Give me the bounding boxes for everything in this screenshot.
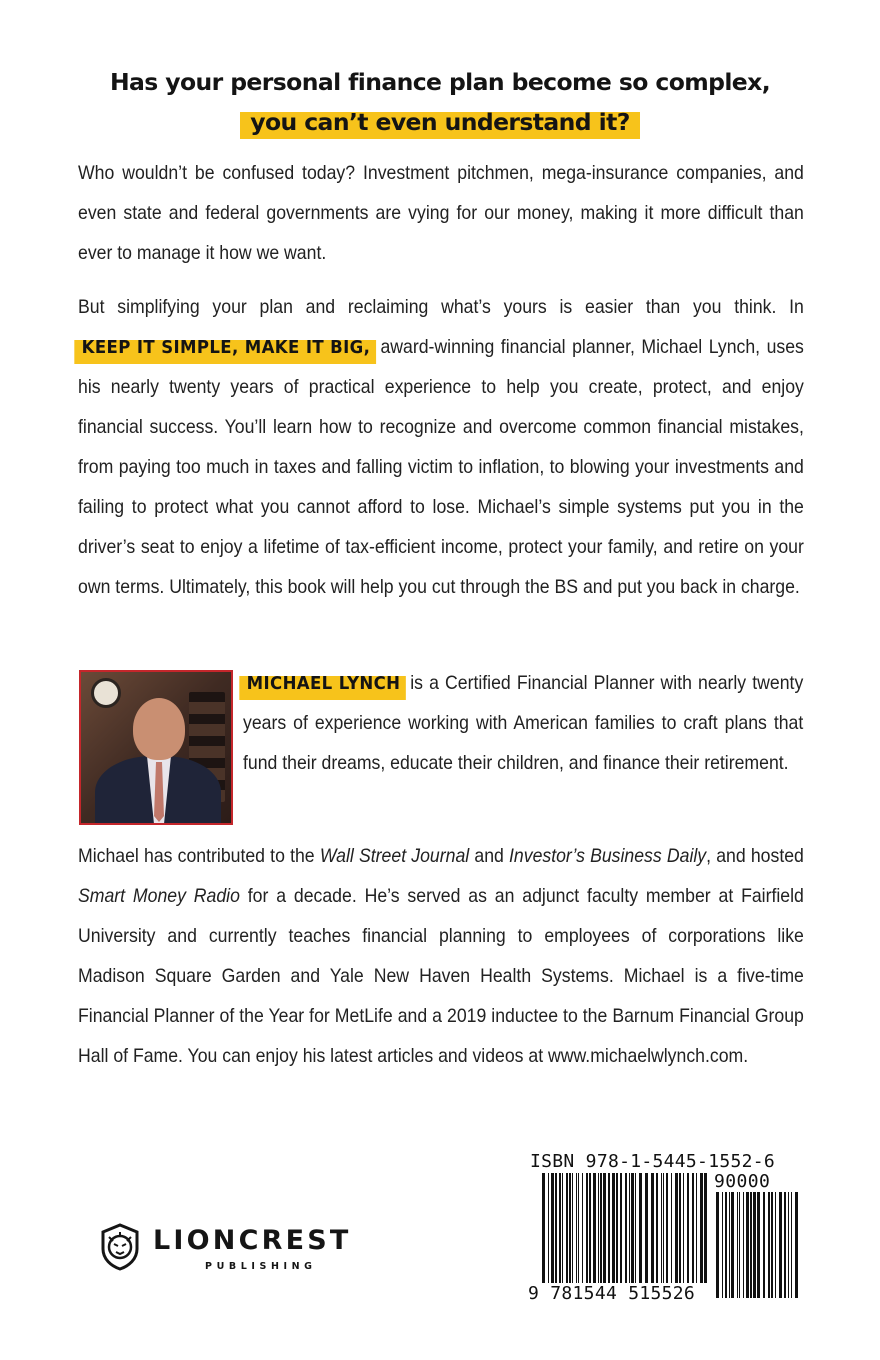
barcode-bar [683,1173,684,1283]
barcode-bar [753,1192,756,1298]
barcode-bar [645,1173,648,1283]
barcode-bar [578,1173,579,1283]
barcode-bar [542,1173,545,1283]
barcode-bar [603,1173,606,1283]
barcode-bar [548,1173,549,1283]
barcode-bar [716,1192,719,1298]
credentials-text-4: for a decade. He’s served as an adjunct faculty member at Fairfield University and currently teaches financial planning to employees of corporations like Madison Square Garden and Yale New Haven Health Systems. Michael is a five-time Financial Planner of the Year for MetLife and a 2019 inductee to the Barnum Financial Group Hall of Fame. You can enjoy his latest articles and videos at www.michaelwlynch.com. [78,886,804,1067]
barcode-bar [737,1192,738,1298]
barcode-bar [569,1173,571,1283]
barcode-bar [656,1173,658,1283]
isbn-barcode [540,1173,710,1291]
barcode-bar [671,1173,672,1283]
isbn-label: ISBN 978-1-5445-1552-6 [530,1151,776,1172]
barcode-bar [661,1173,662,1283]
barcode-bar [612,1173,615,1283]
barcode-bar [775,1192,776,1298]
book-paragraph [78,288,804,608]
barcode-bar [586,1173,588,1283]
book-title: KEEP IT SIMPLE, MAKE IT BIG, [81,337,371,358]
headline-line-1: Has your personal finance plan become so complex, [109,68,771,96]
radio-show: Smart Money Radio [78,886,240,907]
barcode-bar [722,1192,723,1298]
barcode-bar [663,1173,664,1283]
barcode-bar [598,1173,599,1283]
barcode-bar [763,1192,765,1298]
barcode-bar [555,1173,557,1283]
credentials-text-3: , and hosted [706,846,804,867]
bio-text: is a Certified Financial Planner with nearly twenty years of experience working with American families to craft plans that fund their dreams, educate their children, and finance their retirement. [243,673,804,774]
barcode-bar [692,1173,694,1283]
barcode-bar [593,1173,596,1283]
barcode-bar [639,1173,642,1283]
barcode-bar [566,1173,568,1283]
barcode-bar [616,1173,618,1283]
barcode-bar [620,1173,622,1283]
barcode-bar [589,1173,591,1283]
barcode-bar [551,1173,554,1283]
bio-paragraph [243,664,803,784]
barcode-bar [696,1173,697,1283]
headline-line-2 [240,102,639,142]
barcode-bar [700,1173,703,1283]
intro-text: Who wouldn’t be confused today? Investment pitchmen, mega-insurance companies, and even state and federal governments are vying for our money, making it more difficult than ever to manage it how we want. [78,163,804,264]
book-title-highlight [78,328,374,368]
barcode-bar [572,1173,573,1283]
barcode-digits: 9 781544 515526 [528,1283,696,1304]
author-head [133,698,185,760]
barcode-bar [729,1192,730,1298]
credentials-paragraph [78,837,804,1077]
barcode-bar [746,1192,749,1298]
author-name-highlight [243,664,404,704]
book-description-text: award-winning financial planner, Michael Lynch, uses his nearly twenty years of practical experience to help you create, protect, and enjoy financial success. You’ll learn how to recognize and overcome common financial mistakes, from paying too much in taxes and falling victim to inflation, to blowing your investments and failing to protect what you cannot afford to lose. Michael’s simple systems put you in the driver’s seat to enjoy a lifetime of tax-efficient income, protect your family, and retire on your own terms. Ultimately, this book will help you cut through the BS and put you back in charge. [78,337,804,598]
barcode-bar [576,1173,577,1283]
barcode-bar [771,1192,773,1298]
barcode-bar [625,1173,627,1283]
barcode-bar [629,1173,630,1283]
barcode-bar [666,1173,668,1283]
barcode-bar [562,1173,563,1283]
barcode-bar [687,1173,689,1283]
barcode-bar [784,1192,786,1298]
author-photo [79,670,233,825]
publication-wsj: Wall Street Journal [319,846,470,867]
price-barcode [714,1192,800,1298]
barcode-bar [631,1173,634,1283]
headline [0,62,880,142]
barcode-bar [768,1192,770,1298]
credentials-text-2: and [474,846,504,867]
credentials-text-1: Michael has contributed to the [78,846,315,867]
publication-ibd: Investor’s Business Daily [509,846,707,867]
book-lead-text: But simplifying your plan and reclaiming what’s yours is easier than you think. In [78,297,804,318]
barcode-bar [608,1173,610,1283]
barcode-bar [795,1192,798,1298]
barcode-bar [582,1173,583,1283]
barcode-bar [779,1192,782,1298]
barcode-bar [704,1173,707,1283]
publisher-subtitle: PUBLISHING [205,1261,317,1272]
barcode-bar [679,1173,681,1283]
barcode-bar [559,1173,561,1283]
barcode-bar [725,1192,727,1298]
barcode-bar [675,1173,678,1283]
barcode-bar [739,1192,740,1298]
barcode-bar [743,1192,744,1298]
barcode-bar [731,1192,734,1298]
barcode-bar [600,1173,602,1283]
author-name: MICHAEL LYNCH [246,673,401,694]
barcode-bar [635,1173,636,1283]
barcode-bar [791,1192,792,1298]
price-code: 90000 [714,1171,771,1192]
headline-line-2-text: you can’t even understand it? [250,108,630,136]
barcode-bar [757,1192,760,1298]
barcode-bar [651,1173,654,1283]
lion-crest-icon [99,1223,141,1271]
barcode-bar [788,1192,789,1298]
publisher-name: LIONCREST [153,1225,352,1256]
intro-paragraph [78,154,804,274]
barcode-bar [750,1192,752,1298]
clock-icon [91,678,121,708]
